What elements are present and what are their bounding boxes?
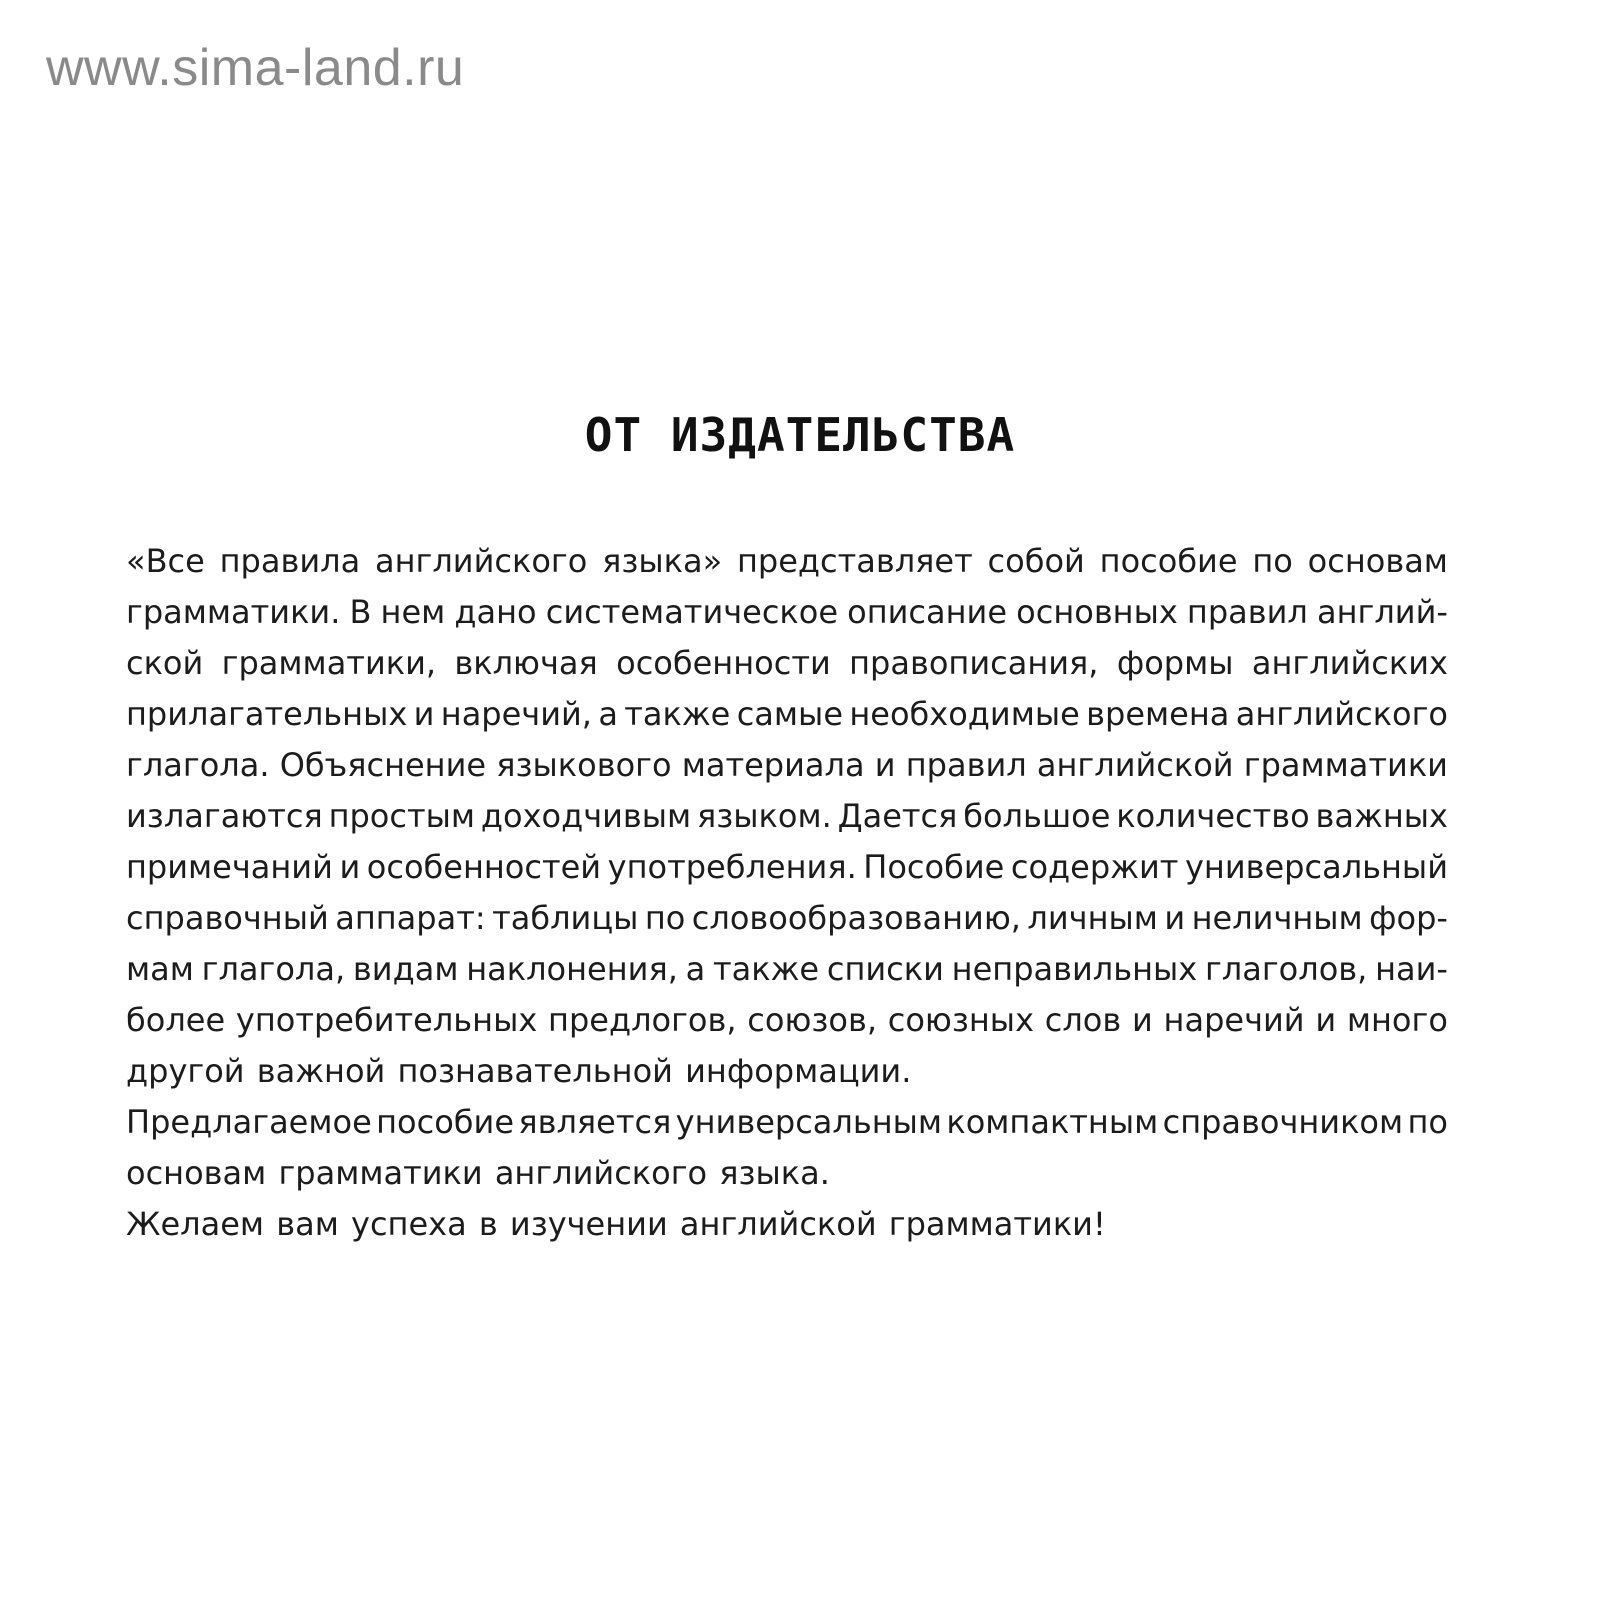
text-line	[126, 638, 1448, 689]
word: «Все	[126, 542, 205, 580]
word: правил	[905, 746, 1027, 784]
text-line: другой важной познавательной информации.	[126, 1052, 912, 1090]
text-line	[126, 536, 1448, 587]
text-line: Желаем вам успеха в изучении английской грамматики!	[126, 1205, 1106, 1243]
word: пособие	[376, 1103, 514, 1141]
word: видам	[352, 950, 459, 988]
text-line	[126, 689, 1448, 740]
word: а	[598, 695, 618, 733]
word: грамматики,	[221, 644, 437, 682]
word: а	[685, 950, 706, 988]
word: справочником	[1162, 1103, 1404, 1141]
word: правил	[1186, 593, 1308, 631]
text-line: основам грамматики английского языка.	[126, 1154, 830, 1192]
word: самые	[736, 695, 843, 733]
word: английской	[1036, 746, 1234, 784]
word: языком.	[697, 797, 832, 835]
word: В	[349, 593, 372, 631]
word: основных	[1016, 593, 1178, 631]
word: глаголов,	[1204, 950, 1368, 988]
word: по	[1252, 542, 1293, 580]
word: ской	[126, 644, 204, 682]
word: справочный	[126, 899, 329, 937]
word: является	[518, 1103, 672, 1141]
word: грамматики.	[126, 593, 341, 631]
word: грамматики	[1243, 746, 1448, 784]
page-title: ОТ ИЗДАТЕЛЬСТВА	[584, 408, 1016, 462]
site-watermark: www.sima-land.ru	[46, 39, 465, 97]
word: словообразованию,	[691, 899, 1021, 937]
text-line	[126, 944, 1448, 995]
word: и	[1315, 1001, 1337, 1039]
word: содержит	[1010, 848, 1179, 886]
word: Объяснение	[279, 746, 487, 784]
word: Дается	[837, 797, 958, 835]
body-paragraph	[126, 536, 1448, 1250]
word: собой	[987, 542, 1085, 580]
word: Предлагаемое	[126, 1103, 372, 1141]
word: глагола.	[126, 746, 270, 784]
word: много	[1346, 1001, 1448, 1039]
word: представляет	[736, 542, 973, 580]
word: личным	[1027, 899, 1158, 937]
word: наи-	[1375, 950, 1448, 988]
word: наречий	[1163, 1001, 1305, 1039]
word: примечаний	[126, 848, 333, 886]
word: английских	[1251, 644, 1448, 682]
word: аппарат:	[335, 899, 486, 937]
word: наречий,	[440, 695, 592, 733]
word: простым	[328, 797, 476, 835]
word: пособие	[1099, 542, 1238, 580]
word: правила	[219, 542, 361, 580]
word: более	[126, 1001, 226, 1039]
word: формы	[1116, 644, 1234, 682]
word: по	[644, 899, 686, 937]
word: материала	[681, 746, 865, 784]
word: важных	[1315, 797, 1448, 835]
text-line	[126, 791, 1448, 842]
word: также	[713, 950, 820, 988]
word: фор-	[1369, 899, 1448, 937]
word: Пособие	[863, 848, 1005, 886]
word: прилагательных	[126, 695, 408, 733]
word: мам	[126, 950, 194, 988]
word: большое	[963, 797, 1111, 835]
text-line	[126, 1097, 1448, 1148]
word: союзных	[887, 1001, 1034, 1039]
word: предлогов,	[548, 1001, 737, 1039]
text-line	[126, 995, 1448, 1046]
word: доходчивым	[480, 797, 692, 835]
word: дано	[454, 593, 537, 631]
word: и	[1131, 1001, 1153, 1039]
word: союзов,	[747, 1001, 877, 1039]
word: таблицы	[492, 899, 639, 937]
word: употребления.	[607, 848, 857, 886]
text-line	[126, 893, 1448, 944]
word: включая	[454, 644, 598, 682]
word: также	[624, 695, 731, 733]
word: неправильных	[951, 950, 1198, 988]
word: и	[1164, 899, 1186, 937]
word: и	[874, 746, 896, 784]
word: языкового	[496, 746, 672, 784]
word: основам	[1307, 542, 1448, 580]
text-line	[126, 587, 1448, 638]
word: количество	[1116, 797, 1310, 835]
word: особенностей	[366, 848, 602, 886]
word: англий-	[1316, 593, 1448, 631]
word: глагола,	[201, 950, 346, 988]
word: списки	[826, 950, 944, 988]
word: универсальный	[1184, 848, 1448, 886]
word: компактным	[946, 1103, 1159, 1141]
word: употребительных	[235, 1001, 538, 1039]
word: излагаются	[126, 797, 323, 835]
word: описание	[847, 593, 1008, 631]
word: наклонения,	[466, 950, 678, 988]
word: особенности	[616, 644, 831, 682]
word: универсальным	[675, 1103, 943, 1141]
text-line	[126, 842, 1448, 893]
word: нем	[380, 593, 446, 631]
word: по	[1407, 1103, 1448, 1141]
word: языка»	[602, 542, 723, 580]
word: времена	[1086, 695, 1230, 733]
word: английского	[1235, 695, 1448, 733]
word: неличным	[1191, 899, 1363, 937]
word: систематическое	[545, 593, 839, 631]
word: и	[339, 848, 361, 886]
word: необходимые	[849, 695, 1080, 733]
word: английского	[375, 542, 588, 580]
word: слов	[1044, 1001, 1122, 1039]
word: правописания,	[849, 644, 1099, 682]
word: и	[413, 695, 435, 733]
text-line	[126, 740, 1448, 791]
